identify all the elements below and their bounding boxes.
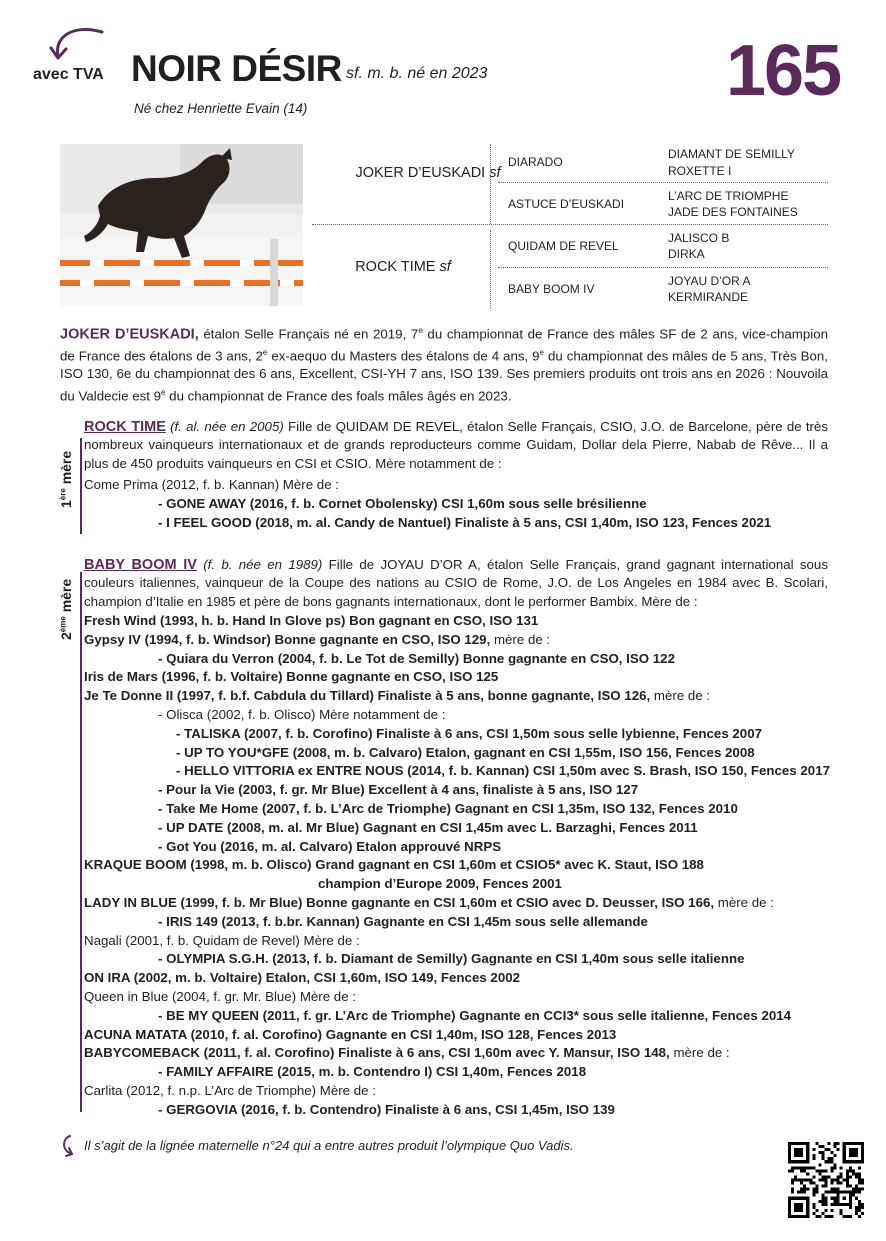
second-dam-line-bold: - HELLO VITTORIA ex ENTRE NOUS (2014, f. b. Kannan) CSI 1,50m avec S. Brash, ISO 150, Fences 2017 bbox=[176, 763, 830, 779]
second-dam-line-bold: - Pour la Vie (2003, f. gr. Mr Blue) Excellent à 4 ans, finaliste à 5 ans, ISO 127 bbox=[158, 782, 639, 798]
pedigree-g3: ROXETTE I bbox=[668, 164, 732, 178]
pedigree-g3: L’ARC DE TRIOMPHE bbox=[668, 189, 789, 203]
first-dam-text: Fille de QUIDAM DE REVEL, étalon Selle Français, CSIO, J.O. de Barcelone, père de très nombreux vainqueurs internationaux et de grands reproducteurs comme Guidam, Dollar dela Pierre, Nabab de Rêve... Il a plus de 450 produits vainqueurs en CSI et CSIO. Mère notamment de : bbox=[84, 419, 829, 471]
label-sup: ère bbox=[58, 488, 68, 501]
first-dam-line: - I FEEL GOOD (2018, m. al. Candy de Nantuel) Finaliste à 5 ans, CSI 1,40m, ISO 123, Fences 2021 bbox=[158, 515, 772, 530]
first-dam-label bbox=[58, 451, 74, 508]
sire-text: du championnat des mâles de 5 ans, Très Bon, ISO 130, 6e du championnat des 6 ans, Excellent, CSI-YH 7 ans, ISO 139. Ses premiers produits ont trois ans en 2026 : Nouvoila du Valdecie est 9 bbox=[60, 348, 828, 404]
pedigree-divider-horizontal bbox=[498, 182, 828, 183]
sire-name: JOKER D’EUSKADI, bbox=[60, 326, 199, 343]
second-dam-line bbox=[84, 631, 550, 650]
sire-text: étalon Selle Français né en 2019, 7 bbox=[198, 326, 419, 342]
second-dam-name: BABY BOOM IV bbox=[84, 557, 197, 573]
second-dam-line-normal: mère de : bbox=[714, 895, 774, 910]
second-dam-line-normal: mère de : bbox=[490, 631, 551, 647]
horse-photo bbox=[60, 144, 303, 306]
second-dam-line-bold: Gypsy IV (1994, f. b. Windsor) Bonne gagnante en CSO, ISO 129, bbox=[84, 631, 491, 647]
second-dam-line-bold: ACUNA MATATA (2010, f. al. Corofino) Gagnante en CSI 1,40m, ISO 128, Fences 2013 bbox=[84, 1026, 617, 1042]
second-dam-line bbox=[158, 819, 698, 838]
second-dam-line bbox=[176, 744, 755, 763]
label-num: 2 bbox=[58, 632, 74, 640]
second-dam-line-bold: - UP DATE (2008, m. al. Mr Blue) Gagnant en CSI 1,45m avec L. Barzaghi, Fences 2011 bbox=[158, 819, 698, 835]
second-dam-line-bold: ON IRA (2002, m. b. Voltaire) Etalon, CSI 1,60m, ISO 149, Fences 2002 bbox=[84, 970, 521, 986]
pedigree-g2: BABY BOOM IV bbox=[508, 282, 595, 296]
second-dam-line-bold: - UP TO YOU*GFE (2008, m. b. Calvaro) Etalon, gagnant en CSI 1,55m, ISO 156, Fences 2008 bbox=[176, 744, 755, 760]
pedigree-g3: KERMIRANDE bbox=[668, 290, 749, 304]
second-dam-line-bold: - GERGOVIA (2016, f. b. Contendro) Finaliste à 6 ans, CSI 1,45m, ISO 139 bbox=[158, 1101, 615, 1117]
pedigree-sire-suffix: sf bbox=[489, 165, 501, 181]
second-dam-line bbox=[84, 668, 498, 687]
second-dam-line-normal: Carlita (2012, f. n.p. L’Arc de Triomphe) Mère de : bbox=[84, 1083, 376, 1098]
curved-arrow-icon bbox=[44, 22, 114, 66]
second-dam-line bbox=[158, 706, 445, 725]
second-dam-info: (f. b. née en 1989) bbox=[203, 557, 323, 572]
second-dam-line-bold: champion d’Europe 2009, Fences 2001 bbox=[318, 876, 562, 892]
second-dam-line-bold: LADY IN BLUE (1999, f. b. Mr Blue) Bonne gagnante en CSI 1,60m et CSIO avec D. Deusser, ISO 166, bbox=[84, 895, 715, 910]
second-dam-line bbox=[84, 969, 520, 988]
second-dam-line bbox=[158, 1101, 615, 1120]
tva-label: avec TVA bbox=[33, 66, 104, 83]
label-num: 1 bbox=[58, 500, 74, 508]
pedigree-divider-horizontal bbox=[312, 224, 828, 225]
second-dam-line bbox=[158, 838, 501, 857]
lot-number: 165 bbox=[726, 31, 841, 111]
horse-name: NOIR DÉSIR bbox=[131, 48, 342, 89]
second-dam-line-bold: Fresh Wind (1993, h. b. Hand In Glove ps) Bon gagnant en CSO, ISO 131 bbox=[84, 613, 539, 628]
second-dam-line bbox=[84, 612, 538, 631]
second-dam-line-normal: mère de : bbox=[669, 1045, 730, 1061]
second-dam-line bbox=[84, 1082, 376, 1101]
second-dam-line-bold: Je Te Donne II (1997, f. b.f. Cabdula du Tillard) Finaliste à 5 ans, bonne gagnante, ISO 126, bbox=[84, 688, 651, 704]
horse-description: sf. m. b. né en 2023 bbox=[346, 65, 488, 82]
second-dam-line-bold: - Got You (2016, m. al. Calvaro) Etalon approuvé NRPS bbox=[158, 838, 502, 854]
pedigree-g3: JADE DES FONTAINES bbox=[668, 205, 798, 219]
pedigree-divider-vertical bbox=[490, 230, 491, 308]
second-dam-label bbox=[58, 579, 74, 640]
pedigree-divider-horizontal bbox=[498, 267, 828, 268]
sire-sup: e bbox=[539, 347, 544, 357]
sire-sup: e bbox=[262, 347, 268, 357]
sire-text: ex-aequo du Masters des étalons de 4 ans, 9 bbox=[267, 348, 540, 364]
second-dam-bar bbox=[80, 572, 82, 1112]
pedigree-g2: ASTUCE D’EUSKADI bbox=[508, 197, 625, 211]
second-dam-line bbox=[84, 894, 774, 913]
second-dam-line bbox=[84, 856, 704, 875]
second-dam-line-bold: Iris de Mars (1996, f. b. Voltaire) Bonne gagnante en CSO, ISO 125 bbox=[84, 669, 499, 685]
second-dam-line bbox=[176, 762, 830, 781]
first-dam-info: (f. al. née en 2005) bbox=[170, 419, 284, 434]
qr-code[interactable] bbox=[788, 1142, 864, 1218]
second-dam-line-normal: Nagali (2001, f. b. Quidam de Revel) Mère de : bbox=[84, 932, 360, 948]
second-dam-line bbox=[158, 950, 744, 969]
sire-text: du championnat de France des mâles SF de 2 ans, vice-champion de France des étalons de 3 ans, 2 bbox=[60, 326, 828, 364]
sire-paragraph bbox=[60, 322, 828, 405]
label-word: mère bbox=[58, 578, 74, 617]
second-dam-line bbox=[158, 913, 648, 932]
pedigree-dam-name: ROCK TIME bbox=[355, 259, 436, 275]
second-dam-paragraph bbox=[84, 556, 828, 611]
footnote: Il s’agit de la lignée maternelle n°24 qui a entre autres produit l’olympique Quo Vadis. bbox=[84, 1138, 574, 1153]
pedigree-g2: DIARADO bbox=[508, 155, 563, 169]
label-sup: ème bbox=[58, 616, 68, 633]
pedigree-g2: QUIDAM DE REVEL bbox=[508, 239, 619, 253]
second-dam-line-bold: - Quiara du Verron (2004, f. b. Le Tot de Semilly) Bonne gagnante en CSO, ISO 122 bbox=[158, 650, 675, 666]
second-dam-line-bold: - IRIS 149 (2013, f. b.br. Kannan) Gagnante en CSI 1,45m sous selle allemande bbox=[158, 913, 648, 929]
first-dam-bar bbox=[80, 438, 82, 534]
second-dam-line bbox=[158, 1063, 586, 1082]
second-dam-line-bold: - TALISKA (2007, f. b. Corofino) Finaliste à 6 ans, CSI 1,50m sous selle lybienne, Fences 2007 bbox=[176, 725, 762, 741]
first-dam-line: - GONE AWAY (2016, f. b. Cornet Obolensky) CSI 1,60m sous selle brésilienne bbox=[158, 496, 647, 511]
second-dam-line bbox=[158, 650, 675, 669]
pedigree-g3: DIAMANT DE SEMILLY bbox=[668, 147, 795, 161]
second-dam-line-normal: Queen in Blue (2004, f. gr. Mr. Blue) Mère de : bbox=[84, 989, 356, 1004]
label-word: mère bbox=[58, 450, 74, 489]
pedigree-g3: JOYAU D’OR A bbox=[668, 274, 751, 288]
second-dam-line bbox=[158, 800, 738, 819]
second-dam-line bbox=[84, 687, 710, 706]
second-dam-line bbox=[84, 932, 360, 951]
second-dam-text: Fille de JOYAU D’OR A, étalon Selle Français, grand gagnant international sous couleurs italiennes, vainqueur de la Coupe des nations au CSIO de Rome, J.O. de Los Angeles en 1984 avec B. Scolari, champion d’Italie en 1985 et père de bons gagnants internationaux, dont le performer Bambix. Mère de : bbox=[84, 557, 828, 609]
second-dam-line-bold: - BE MY QUEEN (2011, f. gr. L’Arc de Triomphe) Gagnante en CCI3* sous selle italienne, Fences 2014 bbox=[158, 1007, 792, 1023]
second-dam-line bbox=[84, 1026, 616, 1045]
pedigree-dam-suffix: sf bbox=[439, 259, 451, 275]
sire-text: du championnat de France des foals mâles âgés en 2023. bbox=[165, 388, 512, 404]
pedigree-dam bbox=[343, 258, 463, 276]
first-dam-name: ROCK TIME bbox=[84, 419, 166, 435]
hook-arrow-icon bbox=[60, 1134, 76, 1158]
second-dam-line-bold: - FAMILY AFFAIRE (2015, m. b. Contendro I) CSI 1,40m, Fences 2018 bbox=[158, 1064, 587, 1080]
second-dam-line bbox=[84, 1044, 730, 1063]
second-dam-line-bold: - Take Me Home (2007, f. b. L’Arc de Triomphe) Gagnant en CSI 1,35m, ISO 132, Fences 2010 bbox=[158, 801, 738, 816]
pedigree-g3: DIRKA bbox=[668, 247, 705, 261]
second-dam-line bbox=[158, 1007, 791, 1026]
pedigree-sire-name: JOKER D’EUSKADI bbox=[355, 165, 486, 181]
first-dam-line: Come Prima (2012, f. b. Kannan) Mère de : bbox=[84, 477, 339, 492]
pedigree-g3: JALISCO B bbox=[668, 231, 730, 245]
sire-sup: e bbox=[161, 387, 166, 397]
second-dam-line bbox=[84, 988, 356, 1007]
second-dam-line-bold: BABYCOMEBACK (2011, f. al. Corofino) Finaliste à 6 ans, CSI 1,60m avec Y. Mansur, ISO 148, bbox=[84, 1045, 670, 1061]
pedigree-sire bbox=[353, 164, 503, 182]
second-dam-line-normal: mère de : bbox=[650, 688, 711, 704]
second-dam-line bbox=[158, 781, 638, 800]
second-dam-line-bold: KRAQUE BOOM (1998, m. b. Olisco) Grand gagnant en CSI 1,60m et CSIO5* avec K. Staut, ISO 188 bbox=[84, 857, 704, 873]
second-dam-line bbox=[318, 875, 562, 894]
second-dam-line-bold: - OLYMPIA S.G.H. (2013, f. b. Diamant de Semilly) Gagnante en CSI 1,40m sous selle italienne bbox=[158, 951, 745, 967]
first-dam-paragraph bbox=[84, 418, 828, 473]
second-dam-line bbox=[176, 725, 762, 744]
pedigree-divider-vertical bbox=[490, 144, 491, 224]
sire-sup: e bbox=[418, 326, 423, 335]
second-dam-line-normal: - Olisca (2002, f. b. Olisco) Mère notamment de : bbox=[158, 707, 446, 722]
breeder: Né chez Henriette Evain (14) bbox=[134, 101, 308, 116]
